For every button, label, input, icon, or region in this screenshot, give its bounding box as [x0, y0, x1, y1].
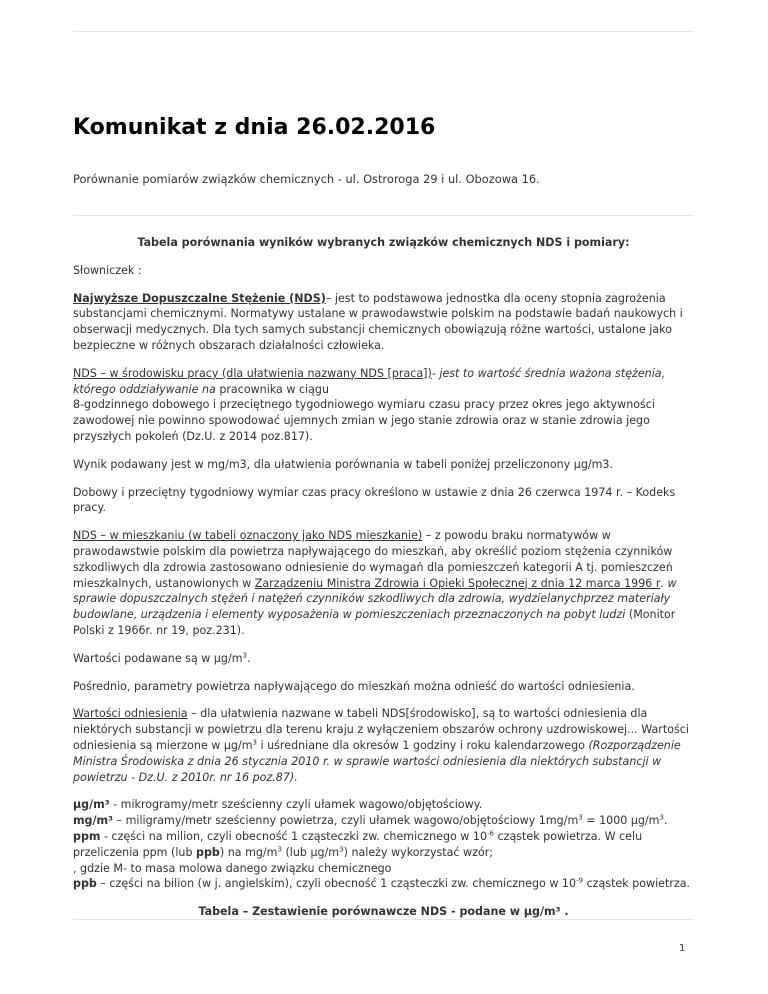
- ref-def: – dla ułatwienia nazwane w tabeli NDS[środowisko], są to wartości odniesienia dla niektórych substancji w powietrzu dla terenu kraju z wyłączeniem obszarów ochrony uzdrowiskowej... Wartości odniesienia są mierzone w µg/m: [73, 707, 689, 752]
- ref-term: Wartości odniesienia: [73, 707, 188, 721]
- indirect-note: Pośrednio, parametry powietrza napływającego do mieszkań można odnieść do wartości odniesienia.: [73, 679, 635, 693]
- page-title: Komunikat z dnia 26.02.2016: [73, 115, 436, 140]
- top-divider: [73, 31, 694, 32]
- nds-work-term: NDS – w środowisku pracy (dla ułatwienia nazwany NDS [praca]): [73, 366, 432, 380]
- cube-sup: 3: [242, 651, 247, 660]
- nds-def: – jest to podstawowa jednostka dla oceny stopnia zagrożenia substancjami chemicznymi. Normatywy ustalane w prawodawstwie polskim na podstawie badań naukowych i obserwacji medycznych. Dla tych samych substancji chemicznych obowiązują różne wartości, ustalone jako bezpieczne w różnych obszarach działalności człowieka.: [73, 291, 683, 352]
- ref-italic: (Rozporządzenie Ministra Środowiska z dnia 26 stycznia 2010 r. w sprawie wartości odniesienia dla niektórych substancji w powietrzu - Dz.U. z 2010r. nr 16 poz.87).: [73, 738, 681, 784]
- ug-def: - mikrogramy/metr sześcienny czyli ułamek wagowo/objętościowy.: [109, 798, 483, 812]
- document-body: [73, 235, 694, 932]
- nds-home-term: NDS – w mieszkaniu (w tabeli oznaczony jako NDS mieszkanie): [73, 529, 423, 543]
- cube-sup: 3: [252, 738, 257, 747]
- values-unit-text: Wartości podawane są w µg/m: [73, 651, 243, 665]
- nds-term: Najwyższe Dopuszczalne Stężenie (NDS): [73, 291, 326, 305]
- nds-work-italic: - jest to wartość średnia ważona stężenia, którego oddziaływanie na: [73, 366, 666, 396]
- ppb-exp: -9: [576, 876, 584, 885]
- section-divider: [73, 215, 694, 216]
- nds-home-source: (Monitor Polski z 1966r. nr 19, poz.231).: [73, 608, 676, 637]
- nds-home-def: – z powodu braku normatywów w prawodawstwie polskim dla powietrza napływającego do mieszkań, aby określić poziom stężenia czynników szkodliwych dla zdrowia zastosowano odniesienie do wymagań dla pomieszczeń kategorii A tj. pomieszczeń mieszkalnych, ustanowionych w: [73, 529, 673, 590]
- ppm-exp: -6: [487, 829, 495, 838]
- footer-divider: [73, 919, 694, 920]
- ref-def2: i uśredniane dla okresów 1 godziny i roku kalendarzowego: [256, 738, 589, 752]
- nds-definition: [73, 291, 694, 354]
- cube-sup: 3: [659, 813, 664, 822]
- table-title: Tabela – Zestawienie porównawcze NDS - podane w µg/m³ .: [198, 905, 569, 919]
- ppm-def: - części na milion, czyli obecność 1 cząsteczki zw. chemicznego w 10: [100, 829, 488, 843]
- ppb-def2: cząstek powietrza.: [583, 877, 691, 891]
- ppb-def: – części na bilion (w j. angielskim), czyli obecność 1 cząsteczki zw. chemicznego w 10: [96, 877, 577, 891]
- values-unit-note: Wartości podawane są w $\mu g/m^3$.: [73, 651, 251, 665]
- units-glossary: µg/m³ - mikrogramy/metr sześcienny czyli ułamek wagowo/objętościowy. mg/m³ – miligramy/metr sześcienny powietrza, czyli ułamek wagowo/objętościowy $1mg/m^3 = 1000$ $\mu g/m^3$. ppm - części na milion, czyli obecność 1 cząsteczki zw. chemicznego w $10^{-6}$ cząstek powietrza. W celu przeliczenia ppm (lub ppb) na $mg/m^3$ (lub $\mu g/m^3$) należy wykorzystać wzór; , gdzie M- to masa molowa danego związku chemicznego ppb – części na bilion (w j. angielskim), czyli obecność 1 cząsteczki zw. chemicznego w $10^{-9}$ cząstek powietrza.: [73, 798, 691, 891]
- nds-home-italic: . w sprawie dopuszczalnych stężeń i natężeń czynników szkodliwych dla zdrowia, wydzielanychprzez materiały budowlane, urządzenia i elementy wyposażenia w pomieszczeniach przeznaczonych na pobyt ludzi: [73, 576, 677, 622]
- ppb-term: ppb: [73, 877, 97, 891]
- ppm-def3: ) na mg/m: [219, 845, 278, 859]
- nds-home-definition: [73, 528, 694, 639]
- mg-term: mg/m³: [73, 814, 113, 828]
- nds-home-ref: Zarządzeniu Ministra Zdrowia i Opieki Społecznej z dnia 12 marca 1996 r: [254, 576, 661, 590]
- cube-sup: 3: [578, 813, 583, 822]
- ppm-def4: (lub µg/m: [281, 845, 340, 859]
- section-heading: Tabela porównania wyników wybranych związków chemicznych NDS i pomiary:: [137, 236, 630, 249]
- ppm-def2: cząstek powietrza. W celu przeliczenia ppm (lub: [73, 829, 643, 859]
- ref-definition: [73, 706, 694, 785]
- cube-sup: 3: [277, 845, 282, 854]
- cube-sup: 3: [339, 845, 344, 854]
- labour-code-note: Dobowy i przeciętny tygodniowy wymiar czas pracy określono w ustawie z dnia 26 czerwca 1974 r. – Kodeks pracy.: [73, 485, 676, 515]
- ppm-def5: ) należy wykorzystać wzór;: [343, 845, 494, 859]
- result-note: Wynik podawany jest w mg/m3, dla ułatwienia porównania w tabeli poniżej przeliczonony µg/m3.: [73, 457, 614, 471]
- mg-def: – miligramy/metr sześcienny powietrza, czyli ułamek wagowo/objętościowy 1mg/m: [112, 814, 579, 828]
- nds-work-rest2: 8-godzinnego dobowego i przeciętnego tygodniowego wymiaru czasu pracy przez okres jego aktywności zawodowej nie powinno spowodować ujemnych zmian w jego stanie zdrowia oraz w stanie zdrowia jego przyszłych pokoleń (Dz.U. z 2014 poz.817).: [73, 398, 655, 443]
- ug-term: µg/m³: [73, 798, 110, 812]
- ppm-term: ppm: [73, 829, 101, 843]
- molar-note: , gdzie M- to masa molowa danego związku chemicznego: [73, 861, 392, 875]
- nds-work-rest1: pracownika w ciągu: [215, 382, 330, 396]
- glossary-label: Słowniczek :: [73, 263, 142, 277]
- page-subtitle: Porównanie pomiarów związków chemicznych - ul. Ostroroga 29 i ul. Obozowa 16.: [73, 172, 540, 186]
- ppb-inline: ppb: [196, 845, 220, 859]
- nds-work-definition: [73, 366, 694, 445]
- page-number: 1: [679, 943, 686, 954]
- mg-def2: = 1000 µg/m: [582, 814, 660, 828]
